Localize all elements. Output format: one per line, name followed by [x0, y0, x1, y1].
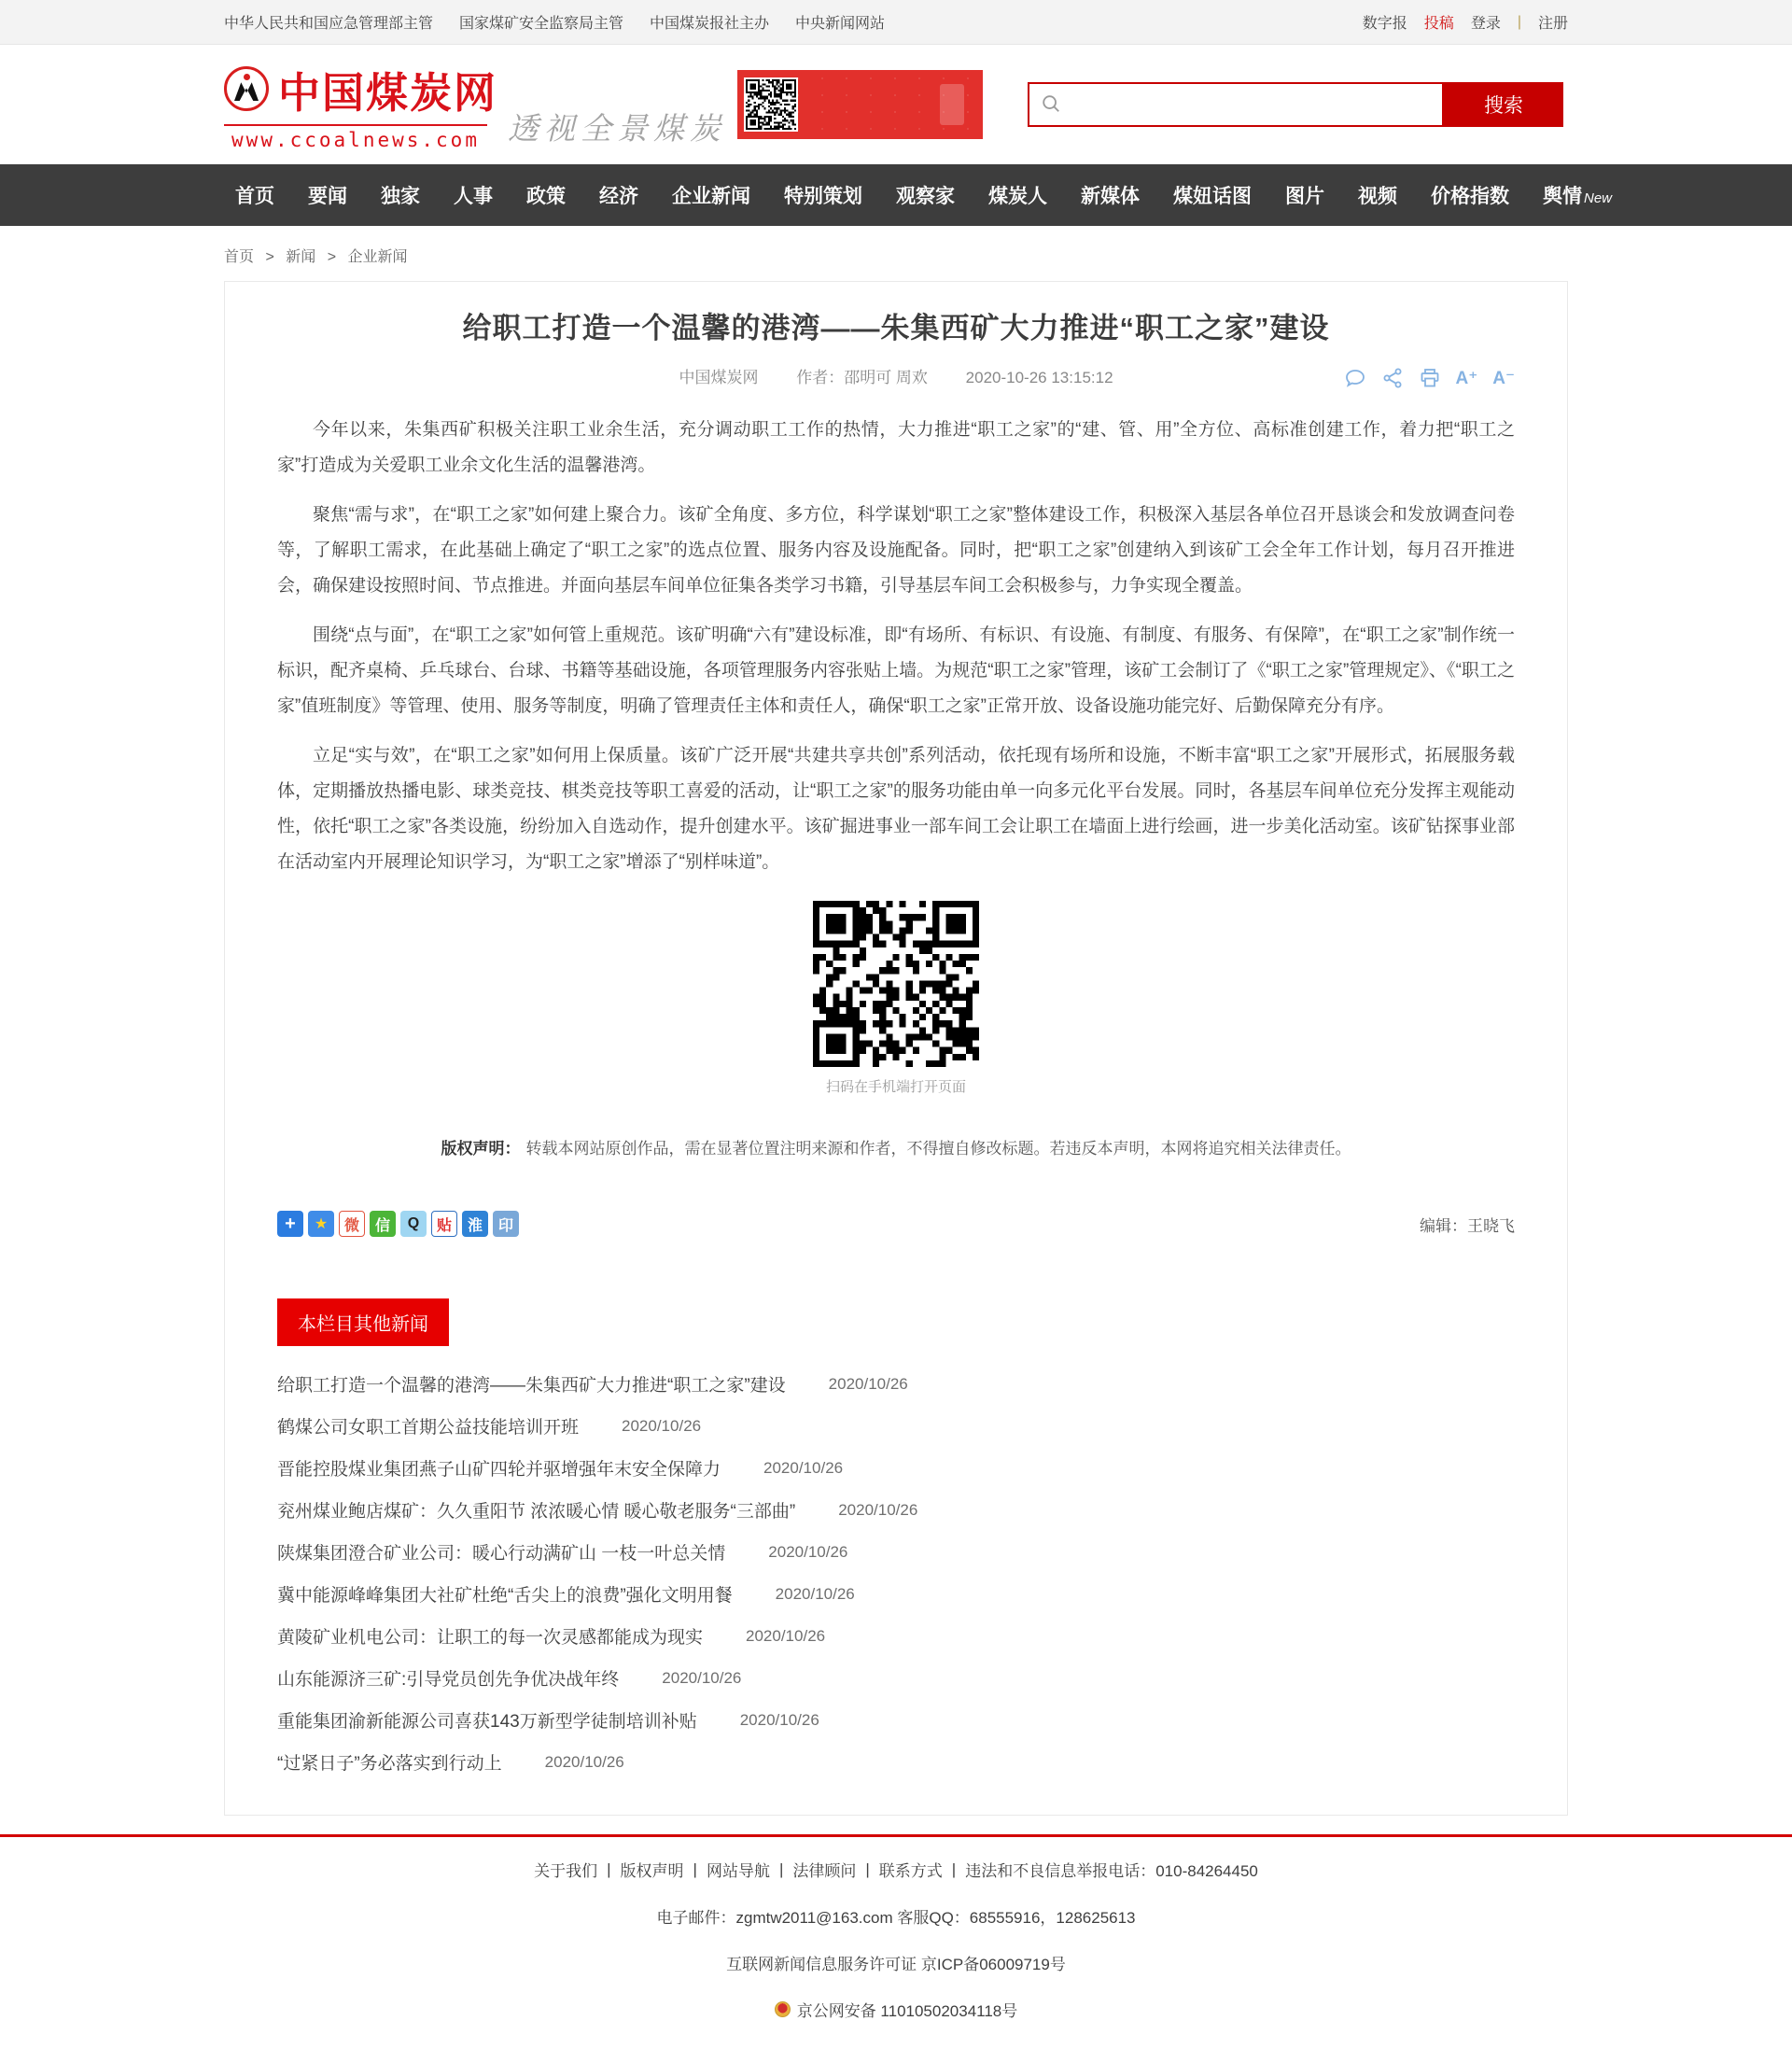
related-date: 2020/10/26	[768, 1542, 848, 1561]
digital-paper-link[interactable]: 数字报	[1362, 16, 1407, 32]
nav-item-exclusive[interactable]: 独家	[381, 186, 420, 207]
related-date: 2020/10/26	[544, 1752, 624, 1771]
nav-item-policy[interactable]: 政策	[526, 186, 566, 207]
share-row	[277, 1211, 1515, 1237]
related-title[interactable]: “过紧日子”务必落实到行动上	[277, 1754, 502, 1774]
police-line-text: 京公网安备 11010502034118号	[796, 2002, 1018, 2020]
nav-item-economy[interactable]: 经济	[599, 186, 638, 207]
bshare-plus-icon[interactable]: +	[277, 1211, 303, 1237]
site-name: 中国煤炭网	[278, 67, 498, 118]
register-link[interactable]: 注册	[1537, 16, 1568, 32]
article-author: 作者：邵明可 周欢	[796, 369, 928, 386]
article-paragraph: 立足“实与效”，在“职工之家”如何用上保质量。该矿广泛开展“共建共享共创”系列活动，依托现有场所和设施，不断丰富“职工之家”开展形式，拓展服务载体，定期播放热播电影、球类竞技、棋类竞技等职工喜爱的活动，让“职工之家”的服务功能由单一向多元化平台发展。同时，各基层车间单位充分发挥主观能动性，依托“职工之家”各类设施，纷纷加入自选动作，提升创建水平。该矿掘进事业一部车间工会让职工在墙面上进行绘画，进一步美化活动室。该矿钻探事业部在活动室内开展理论知识学习，为“职工之家”增添了“别样味道”。	[277, 746, 1515, 872]
related-news-list	[277, 1363, 1515, 1783]
related-news-item[interactable]	[277, 1657, 1515, 1699]
related-title[interactable]: 重能集团渝新能源公司喜获143万新型学徒制培训补贴	[277, 1712, 697, 1732]
nav-item-price-index[interactable]: 价格指数	[1431, 186, 1509, 207]
sponsor-link-coal-safety-bureau[interactable]: 国家煤矿安全监察局主管	[459, 16, 624, 32]
related-news-section	[277, 1298, 1515, 1783]
divider: |	[693, 1860, 697, 1878]
footer-link-contact[interactable]: 联系方式	[878, 1862, 943, 1880]
related-date: 2020/10/26	[763, 1458, 844, 1477]
related-title[interactable]: 山东能源济三矿:引导党员创先争优决战年终	[277, 1670, 620, 1690]
tieba-icon[interactable]: 贴	[431, 1211, 457, 1237]
related-title[interactable]: 鹤煤公司女职工首期公益技能培训开班	[277, 1418, 580, 1438]
share-icons	[277, 1211, 519, 1237]
police-badge-icon	[775, 2001, 791, 2017]
related-title[interactable]: 晋能控股煤业集团燕子山矿四轮并驱增强年末安全保障力	[277, 1460, 721, 1480]
divider: |	[778, 1860, 784, 1878]
related-news-header: 本栏目其他新闻	[277, 1298, 449, 1346]
article-qr-figure	[277, 901, 1515, 1096]
divider: |	[1517, 13, 1521, 30]
submit-article-link[interactable]: 投稿	[1423, 16, 1454, 32]
qq-icon[interactable]: Q	[400, 1211, 427, 1237]
footer-link-about[interactable]: 关于我们	[534, 1862, 598, 1880]
copyright-notice	[277, 1135, 1515, 1158]
coal-emblem-icon	[224, 66, 269, 111]
search-button[interactable]: 搜索	[1444, 82, 1563, 127]
article-body	[277, 413, 1515, 880]
divider: |	[607, 1860, 611, 1878]
related-title[interactable]: 冀中能源峰峰集团大社矿杜绝“舌尖上的浪费”强化文明用餐	[277, 1586, 733, 1606]
sponsor-link-central-news-site[interactable]: 中央新闻网站	[795, 16, 886, 32]
qzone-icon[interactable]: ★	[308, 1211, 334, 1237]
article-paragraph: 聚焦“需与求”，在“职工之家”如何建上聚合力。该矿全角度、多方位，科学谋划“职工之家”整体建设工作，积极深入基层各单位召开恳谈会和发放调查问卷等，了解职工需求，在此基础上确定了“职工之家”的选点位置、服务内容及设施配备。同时，把“职工之家”创建纳入到该矿工会全年工作计划，每月召开推进会，确保建设按照时间、节点推进。并面向基层车间单位征集各类学习书籍，引导基层车间工会积极参与，力争实现全覆盖。	[277, 505, 1515, 596]
related-title[interactable]: 黄陵矿业机电公司：让职工的每一次灵感都能成为现实	[277, 1628, 704, 1648]
related-news-item[interactable]	[277, 1531, 1515, 1573]
related-title[interactable]: 兖州煤业鲍店煤矿：久久重阳节 浓浓暖心情 暖心敬老服务“三部曲”	[277, 1502, 796, 1522]
site-logo[interactable]	[224, 59, 498, 151]
footer-link-legal-counsel[interactable]: 法律顾问	[792, 1862, 857, 1880]
nav-item-pictures[interactable]: 图片	[1285, 186, 1324, 207]
wechat-icon[interactable]: 信	[370, 1211, 396, 1237]
copyright-text: 转载本网站原创作品，需在显著位置注明来源和作者，不得擅自修改标题。若违反本声明，本网将追究相关法律责任。	[525, 1140, 1351, 1158]
nav-item-personnel[interactable]: 人事	[454, 186, 493, 207]
article-paragraph: 围绕“点与面”，在“职工之家”如何管上重规范。该矿明确“六有”建设标准，即“有场所、有标识、有设施、有制度、有服务、有保障”，在“职工之家”制作统一标识，配齐桌椅、乒乓球台、台球、书籍等基础设施，各项管理服务内容张贴上墙。为规范“职工之家”管理，该矿工会制订了《“职工之家”管理规定》、《“职工之家”值班制度》等管理、使用、服务等制度，明确了管理责任主体和责任人，确保“职工之家”正常开放、设备设施功能完好、后勤保障充分有序。	[277, 625, 1515, 716]
account-links	[1363, 11, 1568, 33]
logo-underline	[224, 124, 487, 126]
related-date: 2020/10/26	[622, 1416, 702, 1435]
related-date: 2020/10/26	[662, 1668, 742, 1687]
breadcrumb-news[interactable]: 新闻	[286, 249, 316, 265]
related-date: 2020/10/26	[739, 1710, 819, 1729]
related-news-item[interactable]	[277, 1699, 1515, 1741]
misc-share-icon[interactable]: 淮	[462, 1211, 488, 1237]
related-news-item[interactable]	[277, 1615, 1515, 1657]
breadcrumb-enterprise-news[interactable]: 企业新闻	[347, 249, 408, 265]
related-news-item[interactable]	[277, 1405, 1515, 1447]
nav-item-special-planning[interactable]: 特别策划	[784, 186, 862, 207]
editor-credit: 编辑：王晓飞	[1420, 1216, 1515, 1235]
print-share-icon[interactable]: 印	[493, 1211, 519, 1237]
print-icon[interactable]	[1419, 367, 1441, 389]
nav-item-label: 舆情	[1543, 186, 1582, 207]
nav-item-video[interactable]: 视频	[1358, 186, 1397, 207]
nav-item-meiniu-pics[interactable]: 煤妞话图	[1173, 186, 1252, 207]
article-toolbar	[1344, 364, 1516, 392]
divider: |	[951, 1860, 957, 1878]
article-datetime: 2020-10-26 13:15:12	[965, 369, 1113, 386]
related-news-item[interactable]	[277, 1573, 1515, 1615]
sponsor-link-coal-news-agency[interactable]: 中国煤炭报社主办	[650, 16, 770, 32]
report-phone: 违法和不良信息举报电话：010-84264450	[965, 1862, 1258, 1880]
article-qr-code	[813, 901, 979, 1067]
article-card	[224, 281, 1568, 1816]
banner-qr-code	[744, 77, 798, 132]
primary-nav	[0, 164, 1792, 226]
article-meta-row	[277, 364, 1515, 392]
related-title[interactable]: 陕煤集团澄合矿业公司：暖心行动满矿山 一枝一叶总关情	[277, 1544, 726, 1564]
related-news-item[interactable]	[277, 1363, 1515, 1405]
related-news-item[interactable]	[277, 1447, 1515, 1489]
site-slogan: 透视全景煤炭	[508, 109, 726, 147]
footer-link-sitemap[interactable]: 网站导航	[706, 1862, 770, 1880]
top-utility-bar	[0, 0, 1792, 45]
nav-item-enterprise-news[interactable]: 企业新闻	[672, 186, 750, 207]
font-decrease-icon[interactable]: A⁻	[1492, 368, 1515, 388]
footer-link-copyright[interactable]: 版权声明	[620, 1862, 684, 1880]
article-source: 中国煤炭网	[679, 369, 759, 386]
footer-license-line: 互联网新闻信息服务许可证 京ICP备06009719号	[726, 1956, 1066, 1973]
copyright-label: 版权声明：	[441, 1140, 521, 1158]
site-header	[0, 45, 1792, 164]
divider: |	[865, 1860, 870, 1878]
related-date: 2020/10/26	[746, 1626, 826, 1645]
nav-item-home[interactable]: 首页	[235, 186, 274, 207]
nav-item-public-opinion[interactable]	[1543, 181, 1612, 209]
nav-item-observer[interactable]: 观察家	[896, 186, 955, 207]
related-date: 2020/10/26	[838, 1500, 918, 1519]
share-icon[interactable]	[1381, 367, 1404, 389]
site-url: www.ccoalnews.com	[231, 128, 480, 151]
promo-banner[interactable]	[737, 70, 983, 139]
nav-item-headlines[interactable]: 要闻	[308, 186, 347, 207]
qr-caption: 扫码在手机端打开页面	[825, 1079, 966, 1095]
article-meta	[277, 364, 1515, 392]
footer-links	[534, 1858, 1258, 1881]
sponsor-links	[224, 11, 885, 33]
article-title: 给职工打造一个温馨的港湾——朱集西矿大力推进“职工之家”建设	[462, 312, 1330, 344]
nav-item-coal-people[interactable]: 煤炭人	[988, 186, 1047, 207]
search-input[interactable]	[1028, 82, 1444, 127]
login-link[interactable]: 登录	[1470, 16, 1501, 32]
related-title[interactable]: 给职工打造一个温馨的港湾——朱集西矿大力推进“职工之家”建设	[277, 1376, 786, 1396]
article-paragraph: 今年以来，朱集西矿积极关注职工业余生活，充分调动职工工作的热情，大力推进“职工之家”的“建、管、用”全方位、高标准创建工作，着力把“职工之家”打造成为关爱职工业余文化生活的温馨港湾。	[277, 420, 1515, 475]
breadcrumb	[224, 226, 1568, 281]
related-date: 2020/10/26	[775, 1584, 855, 1603]
police-registration-link[interactable]	[775, 1998, 1018, 2021]
search-icon	[1041, 93, 1061, 114]
breadcrumb-home[interactable]: 首页	[224, 249, 255, 265]
breadcrumb-separator: >	[265, 249, 274, 265]
weibo-icon[interactable]: 微	[339, 1211, 365, 1237]
nav-item-new-media[interactable]: 新媒体	[1081, 186, 1140, 207]
footer-email-line: 电子邮件：zgmtw2011@163.com 客服QQ：68555916，128625613	[656, 1909, 1136, 1927]
search-area	[1028, 82, 1563, 127]
related-news-item[interactable]	[277, 1741, 1515, 1783]
breadcrumb-separator: >	[327, 249, 337, 265]
sponsor-link-emergency-ministry[interactable]: 中华人民共和国应急管理部主管	[224, 16, 434, 32]
font-increase-icon[interactable]: A⁺	[1455, 368, 1478, 388]
site-footer	[0, 1837, 1792, 2049]
new-badge: New	[1584, 190, 1613, 206]
comment-icon[interactable]	[1344, 367, 1366, 389]
related-news-item[interactable]	[277, 1489, 1515, 1531]
related-date: 2020/10/26	[828, 1374, 908, 1393]
